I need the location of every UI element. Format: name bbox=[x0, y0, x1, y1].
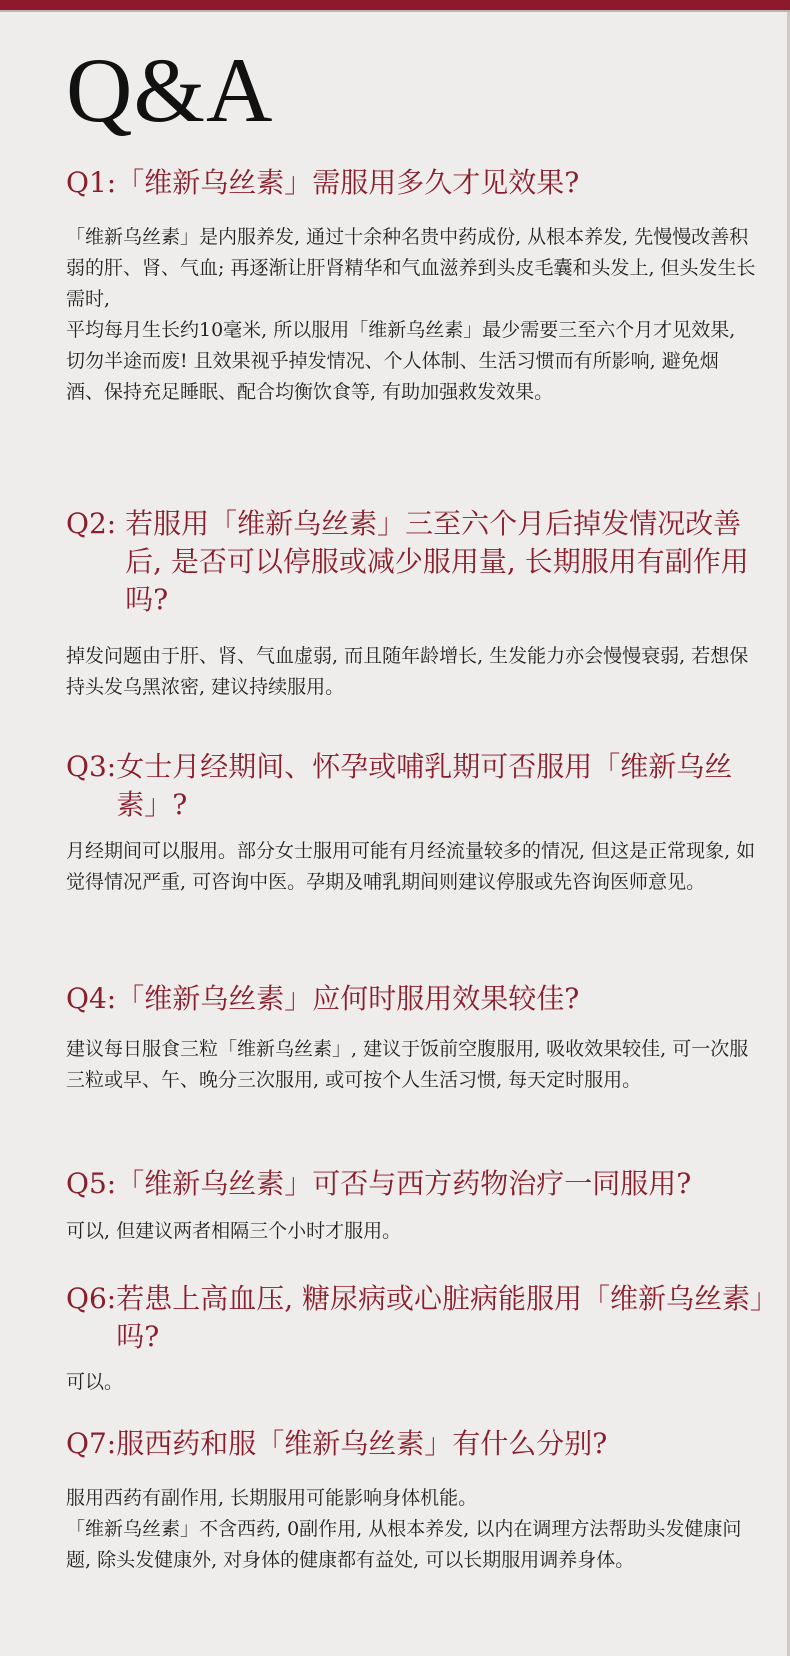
answer-paragraph: 掉发问题由于肝、肾、气血虚弱, 而且随年龄增长, 生发能力亦会慢慢衰弱, 若想保持头发乌黑浓密, 建议持续服用。 bbox=[66, 645, 749, 698]
question-text: 若服用「维新乌丝素」三至六个月后掉发情况改善后, 是否可以停服或减少服用量, 长期服用有副作用吗? bbox=[125, 507, 749, 616]
top-divider bbox=[0, 10, 790, 12]
question-text: 若患上高血压, 糖尿病或心脏病能服用「维新乌丝素」吗? bbox=[116, 1282, 765, 1353]
answer-paragraph: 可以, 但建议两者相隔三个小时才服用。 bbox=[66, 1220, 402, 1242]
answer-1 bbox=[66, 222, 756, 408]
answer-2 bbox=[66, 641, 756, 703]
question-number: Q5: bbox=[66, 1167, 117, 1200]
question-6 bbox=[66, 1280, 766, 1356]
question-7 bbox=[66, 1425, 766, 1463]
question-text: 「维新乌丝素」可否与西方药物治疗一同服用? bbox=[116, 1167, 692, 1200]
answer-7 bbox=[66, 1483, 756, 1576]
question-5 bbox=[66, 1165, 766, 1203]
question-number: Q3: bbox=[66, 750, 117, 783]
answer-paragraph: 「维新乌丝素」是内服养发, 通过十余种名贵中药成份, 从根本养发, 先慢慢改善积弱的肝、肾、气血; 再逐渐让肝肾精华和气血滋养到头皮毛囊和头发上, 但头发生长需时, bbox=[66, 226, 756, 310]
question-text: 女士月经期间、怀孕或哺乳期可否服用「维新乌丝素」? bbox=[116, 750, 733, 821]
question-number: Q7: bbox=[66, 1427, 117, 1460]
question-text: 服西药和服「维新乌丝素」有什么分别? bbox=[116, 1427, 608, 1460]
answer-5 bbox=[66, 1216, 756, 1247]
answer-paragraph: 服用西药有副作用, 长期服用可能影响身体机能。 bbox=[66, 1487, 478, 1509]
answer-paragraph: 「维新乌丝素」不含西药, 0副作用, 从根本养发, 以内在调理方法帮助头发健康问题, 除头发健康外, 对身体的健康都有益处, 可以长期服用调养身体。 bbox=[66, 1518, 742, 1571]
answer-3 bbox=[66, 836, 756, 898]
answer-4 bbox=[66, 1034, 756, 1096]
question-number: Q1: bbox=[66, 166, 117, 199]
question-number: Q6: bbox=[66, 1282, 117, 1315]
question-1 bbox=[66, 164, 766, 202]
answer-paragraph: 建议每日服食三粒「维新乌丝素」, 建议于饭前空腹服用, 吸收效果较佳, 可一次服三粒或早、午、晚分三次服用, 或可按个人生活习惯, 每天定时服用。 bbox=[66, 1038, 749, 1091]
question-number: Q2: bbox=[66, 507, 126, 540]
answer-paragraph: 平均每月生长约10毫米, 所以服用「维新乌丝素」最少需要三至六个月才见效果, 切勿半途而废! 且效果视乎掉发情况、个人体制、生活习惯而有所影响, 避免烟酒、保持充足睡眠、配合均衡饮食等, 有助加强救发效果。 bbox=[66, 319, 736, 403]
answer-paragraph: 可以。 bbox=[66, 1371, 124, 1393]
question-number: Q4: bbox=[66, 982, 117, 1015]
answer-paragraph: 月经期间可以服用。部分女士服用可能有月经流量较多的情况, 但这是正常现象, 如觉得情况严重, 可咨询中医。孕期及哺乳期间则建议停服或先咨询医师意见。 bbox=[66, 840, 756, 893]
question-3 bbox=[66, 748, 766, 824]
question-2 bbox=[66, 505, 766, 619]
answer-6 bbox=[66, 1367, 756, 1398]
question-text: 「维新乌丝素」应何时服用效果较佳? bbox=[116, 982, 580, 1015]
question-text: 「维新乌丝素」需服用多久才见效果? bbox=[116, 166, 580, 199]
page-title: Q&A bbox=[66, 39, 274, 141]
question-4 bbox=[66, 980, 766, 1018]
top-accent-bar bbox=[0, 0, 790, 10]
